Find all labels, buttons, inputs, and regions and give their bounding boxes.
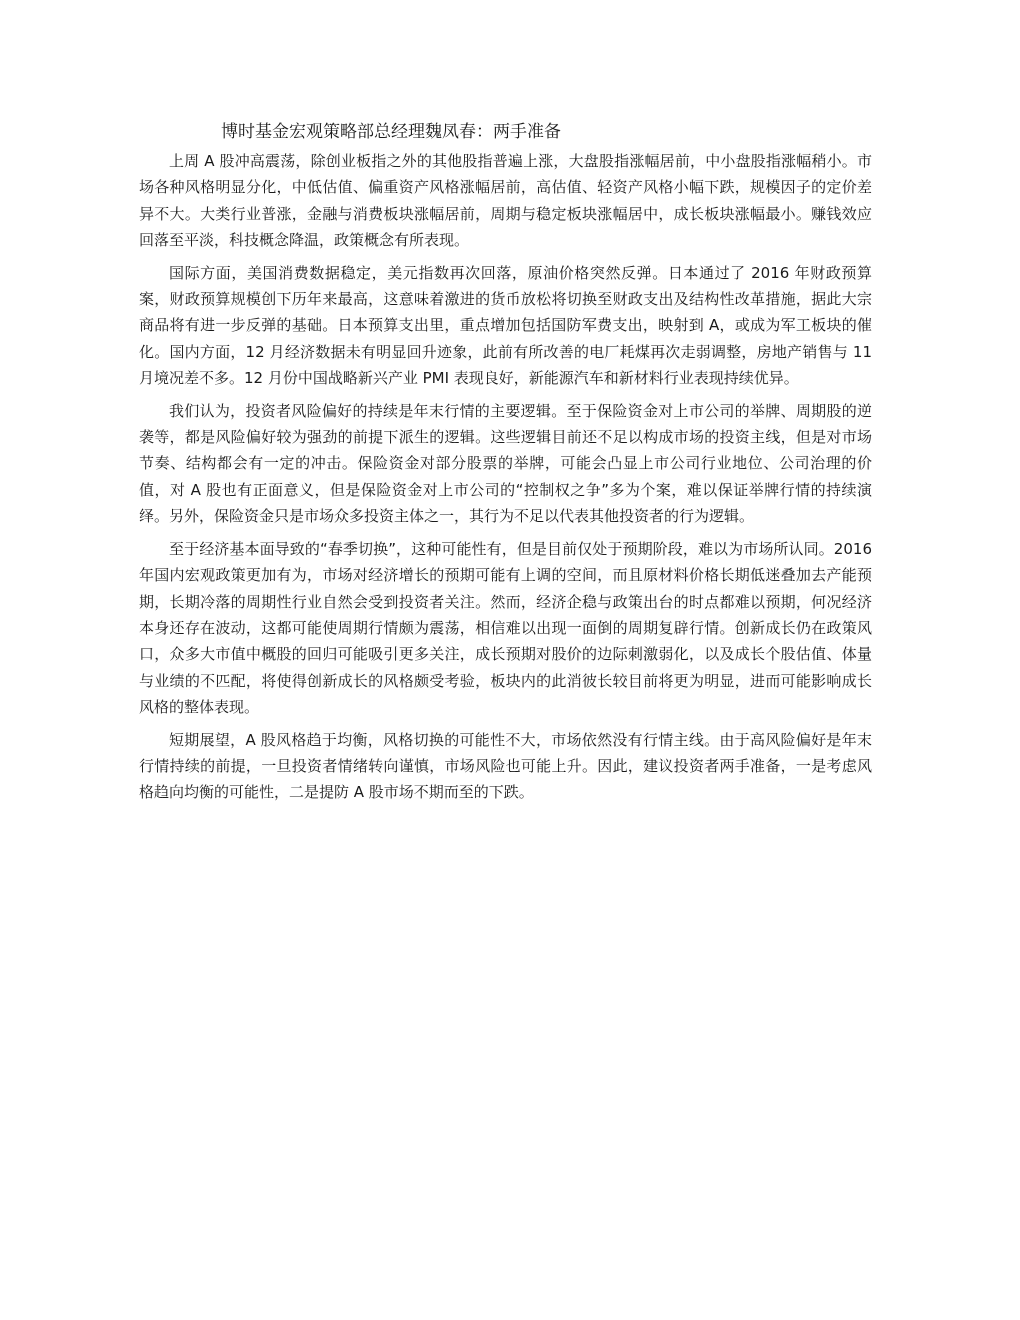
paragraph-spring-switch: 至于经济基本面导致的“春季切换”，这种可能性有，但是目前仅处于预期阶段，难以为市场所认同。2016 年国内宏观政策更加有为，市场对经济增长的预期可能有上调的空间，而且原材料价格长期低迷叠加去产能预期，长期冷落的周期性行业自然会受到投资者关注。然而，经济企稳与政策出台的时点都难以预期，何况经济本身还存在波动，这都可能使周期行情颇为震荡，相信难以出现一面倒的周期复辟行情。创新成长仍在政策风口，众多大市值中概股的回归可能吸引更多关注，成长预期对股价的边际刺激弱化，以及成长个股估值、体量与业绩的不匹配，将使得创新成长的风格颇受考验，板块内的此消彼长较目前将更为明显，进而可能影响成长风格的整体表现。: [139, 539, 872, 717]
paragraph-risk-appetite: 我们认为，投资者风险偏好的持续是年末行情的主要逻辑。至于保险资金对上市公司的举牌、周期股的逆袭等，都是风险偏好较为强劲的前提下派生的逻辑。这些逻辑目前还不足以构成市场的投资主线，但是对市场节奏、结构都会有一定的冲击。保险资金对部分股票的举牌，可能会凸显上市公司行业地位、公司治理的价值，对 A 股也有正面意义，但是保险资金对上市公司的“控制权之争”多为个案，难以保证举牌行情的持续演绎。另外，保险资金只是市场众多投资主体之一，其行为不足以代表其他投资者的行为逻辑。: [139, 401, 872, 526]
article-body: [139, 118, 872, 812]
article-title: 博时基金宏观策略部总经理魏凤春：两手准备: [221, 122, 561, 142]
paragraph-international-domestic: 国际方面，美国消费数据稳定，美元指数再次回落，原油价格突然反弹。日本通过了 2016 年财政预算案，财政预算规模创下历年来最高，这意味着激进的货币放松将切换至财政支出及结构性改革措施，据此大宗商品将有进一步反弹的基础。日本预算支出里，重点增加包括国防军费支出，映射到 A，或成为军工板块的催化。国内方面，12 月经济数据未有明显回升迹象，此前有所改善的电厂耗煤再次走弱调整，房地产销售与 11 月境况差不多。12 月份中国战略新兴产业 PMI 表现良好，新能源汽车和新材料行业表现持续优异。: [139, 263, 872, 388]
paragraph-market-review: 上周 A 股冲高震荡，除创业板指之外的其他股指普遍上涨，大盘股指涨幅居前，中小盘股指涨幅稍小。市场各种风格明显分化，中低估值、偏重资产风格涨幅居前，高估值、轻资产风格小幅下跌，规模因子的定价差异不大。大类行业普涨，金融与消费板块涨幅居前，周期与稳定板块涨幅居中，成长板块涨幅最小。赚钱效应回落至平淡，科技概念降温，政策概念有所表现。: [139, 152, 872, 250]
paragraph-outlook: 短期展望，A 股风格趋于均衡，风格切换的可能性不大，市场依然没有行情主线。由于高风险偏好是年末行情持续的前提，一旦投资者情绪转向谨慎，市场风险也可能上升。因此，建议投资者两手准备，一是考虑风格趋向均衡的可能性，二是提防 A 股市场不期而至的下跌。: [139, 730, 872, 802]
